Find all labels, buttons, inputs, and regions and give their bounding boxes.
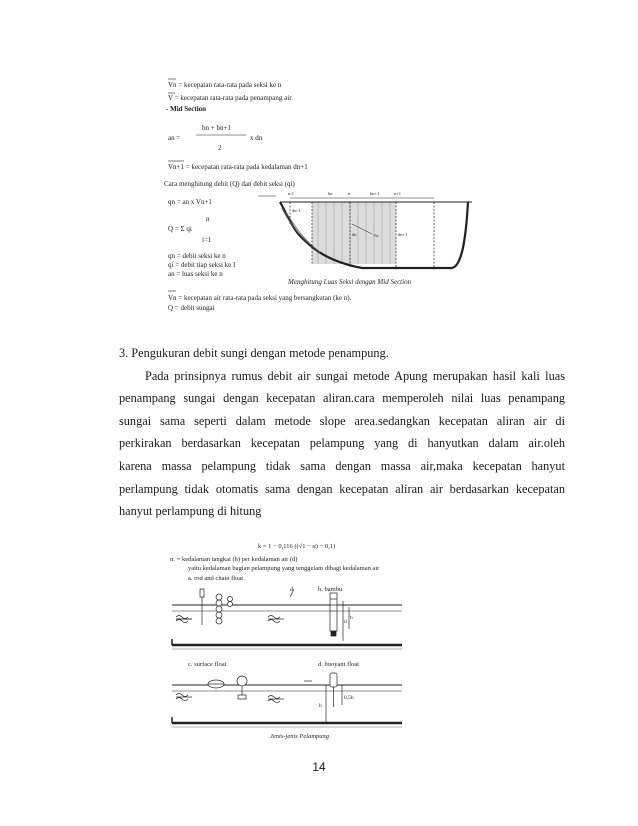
float-label-b: b. bambu bbox=[318, 586, 343, 593]
qn-equation: qn = an x Vn+1 bbox=[168, 198, 212, 206]
an-denominator: 2 bbox=[218, 144, 222, 152]
k-formula: k = 1 − 0,116 ((√1 − α) − 0,1) bbox=[258, 543, 336, 550]
vn1-definition: Vn+1 = kecepatan rata-rata pada kedalaman dn+1 bbox=[168, 163, 308, 171]
diagram-label-n-plus-1: n+1 bbox=[394, 191, 402, 196]
mid-section-caption: Menghitung Luas Seksi dengan Mid Section bbox=[288, 278, 412, 286]
def-vn: Vn = kecepatan air rata-rata pada seksi yang bersangkutan (ke n). bbox=[168, 294, 352, 302]
diagram-label-dn: dn bbox=[352, 232, 357, 237]
cross-section-diagram bbox=[280, 191, 472, 268]
def-an: an = luas seksi ke n bbox=[168, 270, 223, 278]
diagram-label-bn1: bn+1 bbox=[370, 191, 380, 196]
mark-d-right: d bbox=[344, 619, 347, 625]
paragraph-line: karena massa pelampung tidak sama dengan massa air,maka kecepatan hanyut bbox=[119, 458, 565, 473]
diagram-label-vn: Vn bbox=[373, 233, 379, 238]
diagram-label-dn1: dn+1 bbox=[398, 232, 408, 237]
mark-h-bottom: h bbox=[319, 703, 322, 709]
mark-05h: 0,5h bbox=[344, 695, 354, 701]
alpha-definition: α. = kedalaman tangkai (h) per kedalaman air (d) bbox=[170, 556, 298, 563]
diagram-label-n: n bbox=[348, 191, 351, 196]
paragraph-line: penampang sungai dengan kecepatan aliran.cara memperoleh nilai luas penampang bbox=[119, 391, 565, 406]
vn-definition: Vn = kecepatan rata-rata pada seksi ke n bbox=[168, 81, 282, 89]
paragraph-line: perlampung tidak otomatis sama dengan kecepatan aliran air berdasarkan kecepatan bbox=[119, 481, 565, 496]
diagram-label-dn-1: dn-1 bbox=[292, 208, 301, 213]
bottom-panel-drawing bbox=[172, 673, 402, 727]
an-lhs: an = bbox=[168, 134, 181, 142]
mark-d-top: d bbox=[290, 587, 293, 593]
q-equation: Q = Σ qi bbox=[168, 225, 192, 233]
diagram-label-bn: bn bbox=[328, 191, 333, 196]
an-rhs: x dn bbox=[250, 134, 263, 142]
def-qi: qi = debit tiap seksi ke I bbox=[168, 261, 236, 269]
float-types-figure bbox=[166, 533, 406, 751]
method-text: Cara menghitung debit (Q) dan debit seksi (qi) bbox=[164, 180, 295, 188]
paragraph-line: sungai sama seperti dalam metode slope area.sedangkan kecepatan aliran air di bbox=[119, 413, 565, 428]
mid-section-heading: - Mid Section bbox=[166, 105, 207, 113]
v-definition: V = kecepatan rata-rata pada penampang air. bbox=[168, 94, 293, 102]
sum-top: n bbox=[206, 215, 210, 223]
paragraph-line: Pada prinsipnya rumus debit air sungai metode Apung merupakan hasil kali luas bbox=[145, 368, 565, 383]
float-types-caption: Jenis-jenis Pelampung bbox=[270, 733, 330, 740]
alpha-definition-2: yaitu kedalaman bagian pelampung yang tenggelam dibagi kedalaman air bbox=[188, 565, 380, 572]
paragraph-line: hanyut perlampung di hitung bbox=[119, 504, 262, 519]
mark-h-top: h bbox=[350, 615, 353, 621]
top-panel-drawing bbox=[172, 587, 402, 649]
def-q: Q = debit sungai bbox=[168, 304, 215, 312]
section-heading: 3. Pengukuran debit sungi dengan metode penampung. bbox=[119, 346, 389, 360]
float-label-c: c. surface float bbox=[188, 661, 227, 668]
paragraph-line: perkirakan berdasarkan kecepatan pelampung yang di hanyutkan dalam air.oleh bbox=[119, 436, 565, 451]
float-label-d: d. buoyant float bbox=[318, 661, 359, 668]
page-number: 14 bbox=[312, 760, 326, 774]
sum-bottom: i=1 bbox=[202, 236, 212, 244]
def-qn: qn = debit seksi ke n bbox=[168, 252, 226, 260]
an-numerator: bn + bn+1 bbox=[202, 124, 231, 132]
section-3-text bbox=[119, 342, 565, 523]
mid-section-figure bbox=[162, 78, 474, 322]
diagram-label-n-minus-1: n-1 bbox=[288, 191, 294, 196]
float-label-a: a. rod and chain float bbox=[188, 575, 244, 582]
